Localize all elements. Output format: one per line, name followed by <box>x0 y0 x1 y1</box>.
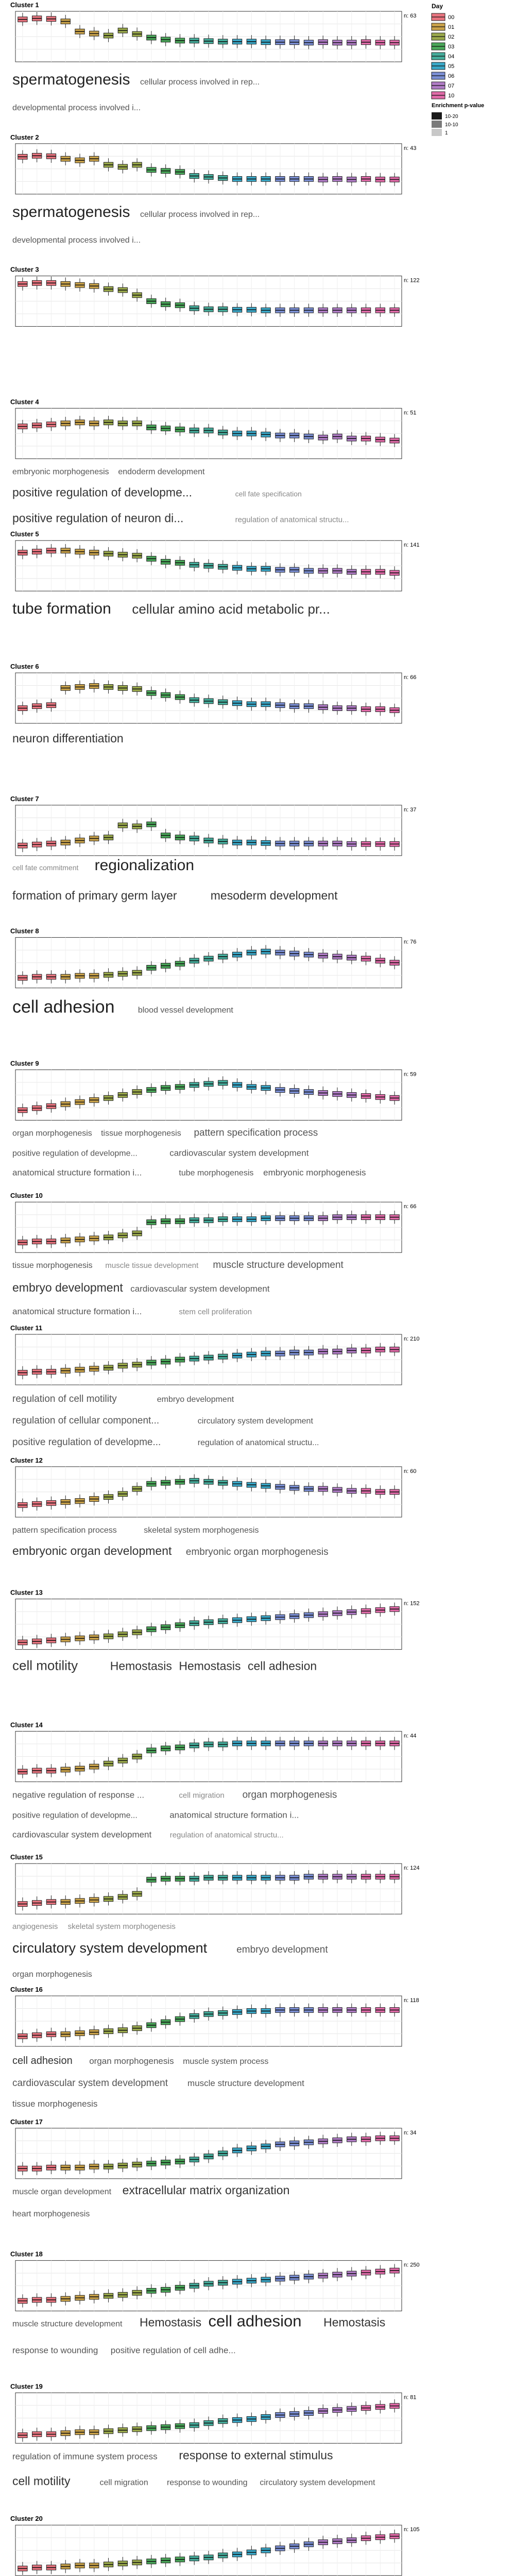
enriched-term: regulation of anatomical structu... <box>169 1831 284 1840</box>
enriched-term: response to wounding <box>12 2345 98 2355</box>
cluster-title: Cluster 11 <box>10 1324 43 1332</box>
enriched-term: organ morphogenesis <box>89 2056 174 2066</box>
enriched-term: cell motility <box>12 1657 78 1673</box>
cluster-title: Cluster 13 <box>10 1588 43 1597</box>
enriched-term: endoderm development <box>118 467 205 477</box>
enriched-term: cardiovascular system development <box>12 2078 168 2089</box>
enriched-term: anatomical structure formation i... <box>169 1810 299 1820</box>
cluster-size: n: 124 <box>404 1865 420 1872</box>
enriched-term: negative regulation of response ... <box>12 1790 145 1800</box>
enriched-term: embryonic organ development <box>12 1544 172 1557</box>
enriched-term: regulation of immune system process <box>12 2451 158 2462</box>
cluster-title: Cluster 19 <box>10 2382 43 2391</box>
legend-day-label: 02 <box>448 34 455 40</box>
enriched-term: tissue morphogenesis <box>12 1261 93 1270</box>
enriched-term: regionalization <box>94 856 195 874</box>
legend-day-label: 01 <box>448 24 455 30</box>
enriched-term: circulatory system development <box>197 1417 313 1426</box>
enriched-term: positive regulation of developme... <box>12 1149 138 1158</box>
cluster-title: Cluster 9 <box>10 1059 39 1067</box>
cluster-size: n: 37 <box>404 806 417 813</box>
legend-title: Day <box>432 3 443 10</box>
enriched-term: skeletal system morphogenesis <box>144 1526 259 1535</box>
enriched-term: muscle structure development <box>12 2319 123 2329</box>
cluster-size: n: 105 <box>404 2527 420 2533</box>
cluster-size: n: 210 <box>404 1336 420 1342</box>
cluster-panel-11 <box>10 1324 420 1448</box>
enriched-term: tube morphogenesis <box>179 1168 254 1178</box>
enriched-term: muscle structure development <box>187 2078 304 2088</box>
cluster-title: Cluster 15 <box>10 1853 43 1861</box>
enriched-term: organ morphogenesis <box>12 1129 92 1138</box>
enriched-term: Hemostasis <box>110 1659 172 1673</box>
cluster-title: Cluster 17 <box>10 2117 43 2126</box>
enriched-term: regulation of anatomical structu... <box>235 515 349 524</box>
enriched-term: positive regulation of developme... <box>12 1437 161 1448</box>
enriched-term: heart morphogenesis <box>12 2209 90 2218</box>
enriched-term: blood vessel development <box>138 1006 233 1015</box>
enriched-term: cellular process involved in rep... <box>140 78 260 87</box>
enriched-term: embryonic morphogenesis <box>12 467 109 477</box>
enriched-term: positive regulation of developme... <box>12 485 193 499</box>
enriched-term: cell fate commitment <box>12 863 79 872</box>
cluster-panel-8 <box>10 927 416 1017</box>
cluster-title: Cluster 16 <box>10 1986 43 1993</box>
enriched-term: cell adhesion <box>208 2312 302 2330</box>
cluster-title: Cluster 18 <box>10 2250 43 2258</box>
enriched-term: cell fate specification <box>235 489 302 498</box>
enriched-term: positive regulation of neuron di... <box>12 511 184 525</box>
enrichment-legend-label: 1 <box>445 130 448 136</box>
enriched-term: stem cell proliferation <box>179 1308 252 1317</box>
enrichment-legend-label: 10-10 <box>445 122 458 128</box>
cluster-size: n: 43 <box>404 145 417 151</box>
enrichment-legend-swatch <box>432 121 442 128</box>
enriched-term: pattern specification process <box>194 1127 318 1139</box>
cluster-size: n: 66 <box>404 1204 417 1210</box>
cluster-title: Cluster 5 <box>10 530 39 538</box>
cluster-size: n: 44 <box>404 1733 417 1739</box>
cluster-panel-18 <box>10 2250 420 2355</box>
enriched-term: tube formation <box>12 600 111 618</box>
cluster-size: n: 76 <box>404 939 417 945</box>
enriched-term: Hemostasis <box>179 1659 241 1673</box>
legend-day-label: 00 <box>448 14 455 21</box>
enriched-term: cardiovascular system development <box>12 1829 152 1840</box>
enriched-term: muscle organ development <box>12 2187 112 2196</box>
cluster-size: n: 122 <box>404 277 420 284</box>
enriched-term: developmental process involved i... <box>12 235 141 245</box>
enriched-term: response to external stimulus <box>179 2448 333 2462</box>
cluster-size: n: 118 <box>404 1997 419 2004</box>
enriched-term: tissue morphogenesis <box>12 2099 98 2109</box>
enriched-term: cell migration <box>179 1791 225 1800</box>
enrichment-legend-title: Enrichment p-value <box>432 103 485 109</box>
cluster-panel-19 <box>10 2382 416 2487</box>
cluster-size: n: 59 <box>404 1071 417 1078</box>
enriched-term: muscle system process <box>183 2057 269 2066</box>
cluster-size: n: 250 <box>404 2262 420 2268</box>
legend-day-label: 06 <box>448 73 455 79</box>
cluster-panel-7 <box>10 795 416 902</box>
enriched-term: tissue morphogenesis <box>101 1129 181 1138</box>
cluster-panel-13 <box>10 1589 420 1673</box>
enriched-term: embryo development <box>157 1395 234 1404</box>
enriched-term: cell adhesion <box>12 997 115 1017</box>
enriched-term: embryo development <box>236 1944 328 1956</box>
cluster-panel-10 <box>10 1192 416 1316</box>
enriched-term: extracellular matrix organization <box>122 2183 290 2197</box>
enriched-term: formation of primary germ layer <box>12 888 177 902</box>
cluster-title: Cluster 6 <box>10 663 39 670</box>
enriched-term: muscle tissue development <box>105 1261 199 1270</box>
cluster-panel-16 <box>10 1986 419 2109</box>
enriched-term: cardiovascular system development <box>169 1148 309 1158</box>
enriched-term: pattern specification process <box>12 1526 117 1535</box>
enriched-term: cardiovascular system development <box>130 1284 270 1294</box>
enriched-term: embryonic organ morphogenesis <box>185 1546 329 1557</box>
enriched-term: spermatogenesis <box>12 71 130 88</box>
enriched-term: Hemostasis <box>139 2315 202 2329</box>
cluster-panel-1 <box>10 1 416 112</box>
enriched-term: anatomical structure formation i... <box>12 1307 142 1317</box>
cluster-panel-2 <box>10 133 416 245</box>
cluster-size: n: 81 <box>404 2394 417 2401</box>
cluster-size: n: 152 <box>404 1600 420 1607</box>
enriched-term: regulation of anatomical structu... <box>197 1438 319 1447</box>
cluster-title: Cluster 7 <box>10 794 39 803</box>
enriched-term: cell adhesion <box>12 2055 73 2066</box>
enriched-term: developmental process involved i... <box>12 104 141 112</box>
enriched-term: muscle structure development <box>213 1260 344 1271</box>
enriched-term: cellular process involved in rep... <box>140 210 260 219</box>
cluster-title: Cluster 3 <box>10 265 39 274</box>
cluster-size: n: 66 <box>404 674 417 681</box>
enriched-term: anatomical structure formation i... <box>12 1167 142 1178</box>
cluster-panel-17 <box>10 2118 416 2218</box>
cluster-panel-14 <box>10 1721 416 1839</box>
legend-day-label: 03 <box>448 44 455 50</box>
enriched-term: neuron differentiation <box>12 732 124 745</box>
enrichment-legend-label: 10-20 <box>445 114 458 120</box>
legend-day-label: 05 <box>448 63 455 70</box>
cluster-panel-4 <box>10 398 416 524</box>
cluster-panel-20 <box>10 2515 420 2576</box>
legend-day-label: 10 <box>448 93 455 99</box>
cluster-title: Cluster 1 <box>10 1 39 9</box>
enriched-term: positive regulation of developme... <box>12 1811 138 1820</box>
cluster-size: n: 34 <box>404 2129 417 2136</box>
cluster-panel-9 <box>10 1059 416 1177</box>
enriched-term: skeletal system morphogenesis <box>67 1922 176 1931</box>
enriched-term: response to wounding <box>166 2478 248 2487</box>
enriched-term: angiogenesis <box>12 1922 58 1931</box>
cluster-size: n: 63 <box>404 13 417 19</box>
cluster-title: Cluster 8 <box>10 927 39 935</box>
cluster-panel-12 <box>10 1456 416 1557</box>
enriched-term: cellular amino acid metabolic pr... <box>132 601 330 617</box>
cluster-panel-3 <box>10 266 420 327</box>
enriched-term: organ morphogenesis <box>242 1789 337 1801</box>
legend-day-label: 07 <box>448 83 455 89</box>
cluster-title: Cluster 4 <box>10 398 39 406</box>
cluster-title: Cluster 10 <box>10 1192 43 1200</box>
enrichment-legend-swatch <box>432 129 442 136</box>
cluster-panel-5 <box>10 530 420 617</box>
cluster-title: Cluster 20 <box>10 2515 43 2523</box>
enriched-term: regulation of cell motility <box>12 1394 117 1404</box>
legend-day-label: 04 <box>448 54 455 60</box>
enriched-term: organ morphogenesis <box>12 1970 92 1979</box>
enriched-term: embryonic morphogenesis <box>263 1167 366 1178</box>
enriched-term: circulatory system development <box>260 2478 375 2487</box>
cluster-panel-15 <box>10 1853 420 1979</box>
cluster-size: n: 51 <box>404 410 417 416</box>
enriched-term: cell motility <box>12 2474 71 2488</box>
enriched-term: regulation of cellular component... <box>12 1415 160 1426</box>
enriched-term: embryo development <box>12 1281 123 1295</box>
cluster-title: Cluster 14 <box>10 1721 43 1729</box>
cluster-size: n: 60 <box>404 1468 417 1475</box>
legend <box>432 3 484 136</box>
enriched-term: Hemostasis <box>323 2315 386 2329</box>
cluster-title: Cluster 12 <box>10 1456 43 1464</box>
enriched-term: circulatory system development <box>12 1940 208 1956</box>
enriched-term: mesoderm development <box>210 888 338 902</box>
cluster-panel-6 <box>10 663 416 745</box>
enriched-term: cell adhesion <box>247 1659 317 1673</box>
enriched-term: spermatogenesis <box>12 203 130 221</box>
enriched-term: positive regulation of cell adhe... <box>110 2345 236 2355</box>
cluster-size: n: 141 <box>404 542 420 549</box>
cluster-title: Cluster 2 <box>10 133 39 141</box>
enriched-term: cell migration <box>99 2478 148 2487</box>
enrichment-legend-swatch <box>432 112 442 120</box>
